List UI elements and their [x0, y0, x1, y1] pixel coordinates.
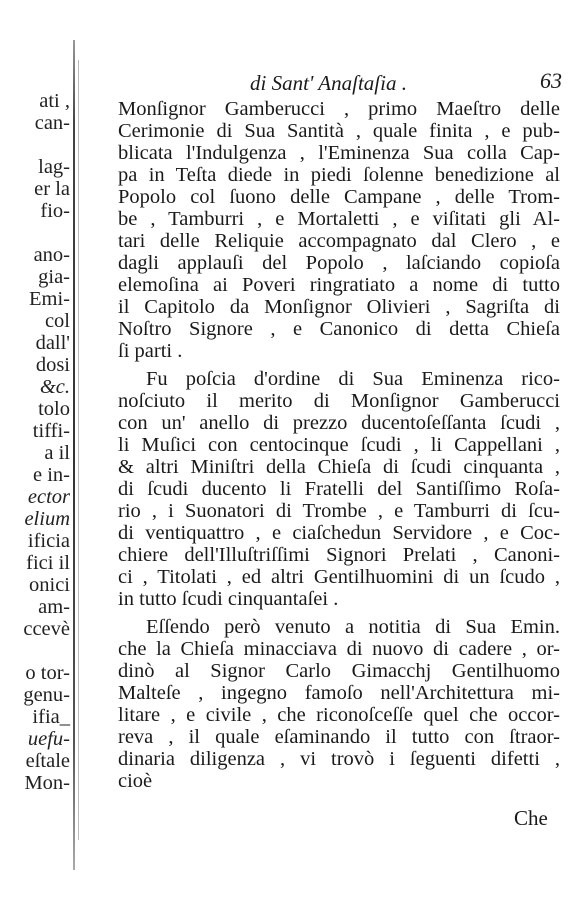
facing-page-line: Mon-	[24, 772, 70, 794]
gutter-edge	[78, 60, 79, 840]
text-line: che la Chieſa minacciava di nuovo di cadere , or-	[118, 638, 560, 660]
text-line: reva , il quale eſaminando il tutto con ſtraor-	[118, 726, 560, 748]
facing-page-line: genu-	[23, 684, 70, 706]
facing-page-line: dosi	[35, 354, 70, 376]
text-line: Noſtro Signore , e Canonico di detta Chieſa	[118, 318, 560, 340]
text-line: rio , i Suonatori di Trombe , e Tamburri di ſcu-	[118, 500, 560, 522]
facing-page-line: ificia	[27, 530, 70, 552]
facing-page-line: o tor-	[25, 662, 70, 684]
text-line: Cerimonie di Sua Santità , quale finita , e pub-	[118, 120, 560, 142]
facing-page-line: a il	[44, 442, 70, 464]
facing-page-line: dall'	[35, 332, 70, 354]
facing-page-line: ifia_	[32, 706, 70, 728]
text-line: pa in Teſta diede in piedi ſolenne benedizione al	[118, 164, 560, 186]
facing-page-line: gia-	[38, 266, 70, 288]
facing-page-line: ano-	[33, 244, 70, 266]
text-line: Popolo col ſuono delle Campane , delle Trom-	[118, 186, 560, 208]
facing-page-line: e in-	[33, 464, 70, 486]
text-line: noſciuto il merito di Monſignor Gamberucci	[118, 390, 560, 412]
facing-page-line: ati ,	[39, 90, 70, 112]
facing-page-line: eſtale	[25, 750, 70, 772]
gutter-shadow	[73, 40, 75, 870]
text-line: cioè	[118, 770, 153, 792]
body-text	[118, 98, 560, 792]
facing-page-line: tolo	[38, 398, 70, 420]
facing-page-line: er la	[34, 178, 70, 200]
running-head	[200, 70, 560, 98]
facing-page-line: ccevè	[23, 618, 70, 640]
facing-page-fragment	[0, 0, 76, 900]
text-line: blicata l'Indulgenza , l'Eminenza Sua colla Cap-	[118, 142, 560, 164]
text-line: Fu poſcia d'ordine di Sua Eminenza rico-	[146, 368, 560, 390]
text-line: di ſcudi ducento li Fratelli del Santiſſimo Roſa-	[118, 478, 560, 500]
text-line: be , Tamburri , e Mortaletti , e viſitati gli Al-	[118, 208, 560, 230]
text-line: di ventiquattro , e ciaſchedun Servidore , e Coc-	[118, 522, 560, 544]
facing-page-line: fici il	[26, 552, 70, 574]
text-line: elemoſina ai Poveri ringratiato a nome di tutto	[118, 274, 560, 296]
text-line: il Capitolo da Monſignor Olivieri , Sagriſta di	[118, 296, 560, 318]
text-line: Monſignor Gamberucci , primo Maeſtro delle	[118, 98, 560, 120]
text-line: li Muſici con centocinque ſcudi , li Cappellani ,	[118, 434, 560, 456]
text-line: in tutto ſcudi cinquantaſei .	[118, 588, 339, 610]
facing-page-line: elium	[24, 508, 70, 530]
text-line: ci , Titolati , ed altri Gentilhuomini di un ſcudo ,	[118, 566, 560, 588]
text-line: ſi parti .	[118, 340, 183, 362]
facing-page-line: onici	[29, 574, 70, 596]
facing-page-line: Emi-	[29, 288, 70, 310]
text-line: dinò al Signor Carlo Gimacchj Gentilhuomo	[118, 660, 560, 682]
facing-page-line: &c.	[39, 376, 70, 398]
facing-page-line: tiffi-	[32, 420, 70, 442]
text-line: Malteſe , ingegno famoſo nell'Architettura mi-	[118, 682, 560, 704]
text-line: con un' anello di prezzo ducentoſeſſanta ſcudi ,	[118, 412, 560, 434]
text-line: dagli applauſi del Popolo , laſciando copioſa	[118, 252, 560, 274]
paragraph-3	[118, 616, 560, 792]
catchword: Che	[514, 806, 548, 830]
facing-page-line: can-	[34, 112, 70, 134]
text-line: & altri Miniſtri della Chieſa di ſcudi cinquanta ,	[118, 456, 560, 478]
text-line: litare , e civile , che riconoſceſſe quel che occor-	[118, 704, 560, 726]
paragraph-1	[118, 98, 560, 362]
facing-page-line: ector	[27, 486, 70, 508]
text-line: dinaria diligenza , vi trovò i ſeguenti difetti ,	[118, 748, 560, 770]
running-title: di Sant' Anaſtaſia .	[250, 71, 407, 95]
facing-page-line: uefu-	[27, 728, 70, 750]
page-number: 63	[540, 68, 562, 93]
text-line: tari delle Reliquie accompagnato dal Clero , e	[118, 230, 560, 252]
facing-page-line: col	[44, 310, 70, 332]
text-line: Eſſendo però venuto a notitia di Sua Emin.	[146, 616, 560, 638]
facing-page-line: fio-	[40, 200, 70, 222]
paragraph-2	[118, 368, 560, 610]
text-line: chiere dell'Illuſtriſſimi Signori Prelati , Canoni-	[118, 544, 560, 566]
facing-page-line: lag-	[38, 156, 70, 178]
facing-page-line: am-	[38, 596, 70, 618]
